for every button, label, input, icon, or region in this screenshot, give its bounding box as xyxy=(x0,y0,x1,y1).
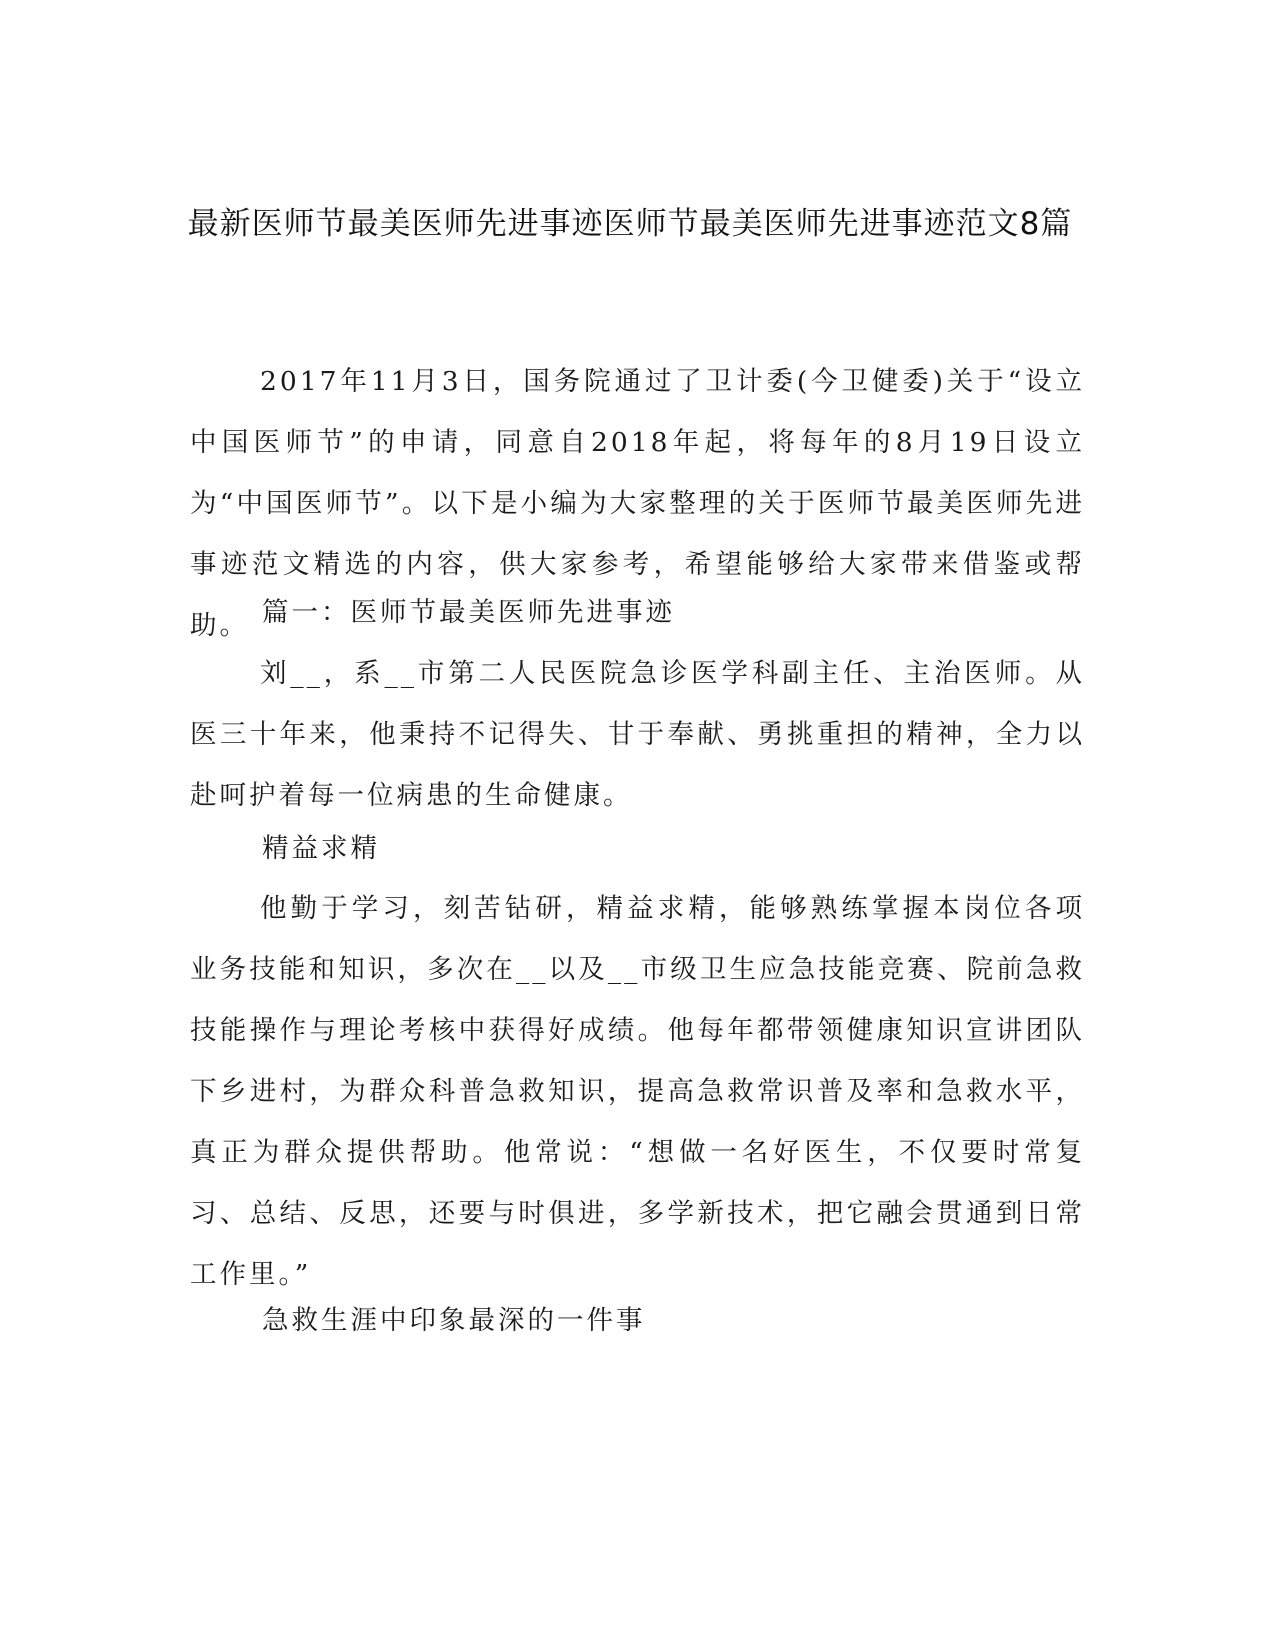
body-paragraph-2: 他勤于学习，刻苦钻研，精益求精，能够熟练掌握本岗位各项业务技能和知识，多次在__以及__市级卫生应急技能竞赛、院前急救技能操作与理论考核中获得好成绩。他每年都带领健康知识宣讲团队下乡进村，为群众科普急救知识，提高急救常识普及率和急救水平，真正为群众提供帮助。他常说：“想做一名好医生，不仅要时常复习、总结、反思，还要与时俱进，多学新技术，把它融会贯通到日常工作里。” xyxy=(190,893,1085,1290)
subheading-2: 急救生涯中印象最深的一件事 xyxy=(262,1305,646,1336)
intro-paragraph: 2017年11月3日，国务院通过了卫计委(今卫健委)关于“设立中国医师节”的申请，同意自2018年起，将每年的8月19日设立为“中国医师节”。以下是小编为大家整理的关于医师节最美医师先进事迹范文精选的内容，供大家参考，希望能够给大家带来借鉴或帮助。 xyxy=(190,366,1085,641)
body-paragraph-1: 刘__，系__市第二人民医院急诊医学科副主任、主治医师。从医三十年来，他秉持不记得失、甘于奉献、勇挑重担的精神，全力以赴呵护着每一位病患的生命健康。 xyxy=(190,658,1085,811)
subheading-1: 精益求精 xyxy=(262,833,380,864)
section-heading: 篇一：医师节最美医师先进事迹 xyxy=(262,597,675,628)
document-title: 最新医师节最美医师先进事迹医师节最美医师先进事迹范文8篇 xyxy=(187,206,1073,242)
